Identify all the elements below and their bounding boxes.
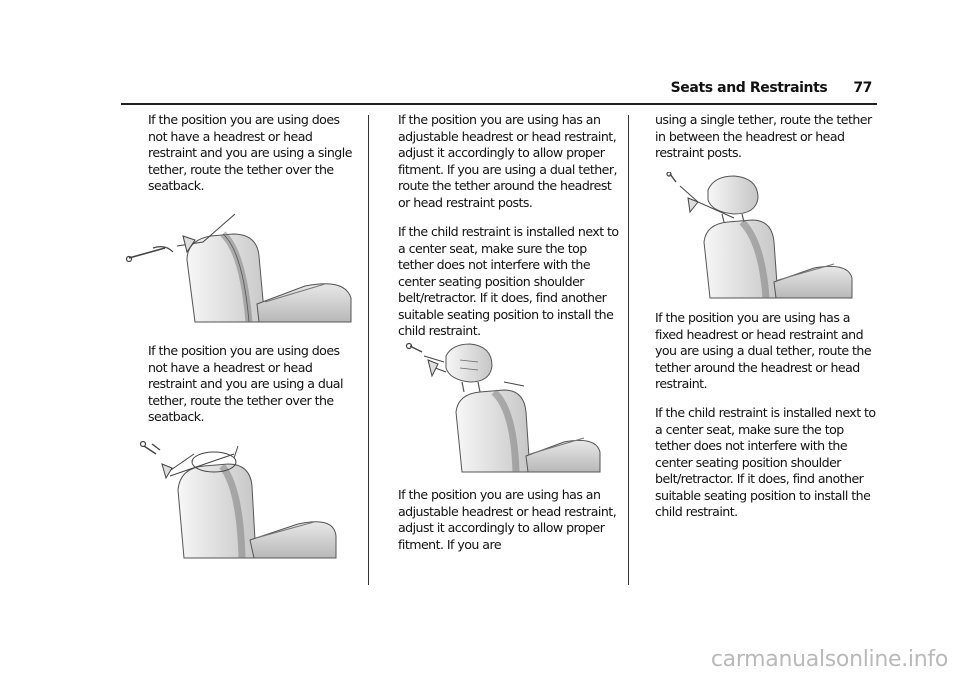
figure-dual-tether-over-seatback [138,432,338,560]
column-divider-right [628,115,629,585]
figure-dual-tether-adjustable-headrest [404,338,604,474]
seat-single-tether-no-headrest-icon [125,212,355,324]
paragraph: If the position you are using has an adjustable headrest or head restraint, adjust it accordingly to allow proper fitment. If you are [398,487,617,552]
section-title: Seats and Restraints [670,80,828,96]
paragraph: If the position you are using does not have a headrest or head restraint and you are using a single tether, route the tether over the seatback. [148,112,352,193]
watermark: carmanualsonline.info [710,647,948,672]
page-number: 77 [853,80,872,96]
header-rule [121,103,877,105]
seat-single-tether-between-posts-icon [658,172,858,300]
paragraph: If the position you are using has an adjustable headrest or head restraint, adjust it accordingly to allow proper fitment. If you are using a dual tether, route the tether around the headrest or head restraint posts. [398,112,617,210]
column-divider-left [368,115,369,585]
paragraph: If the position you are using has a fixed headrest or head restraint and you are using a dual tether, route the tether around the headrest or head restraint. [655,310,872,391]
paragraph: If the position you are using does not have a headrest or head restraint and you are using a dual tether, route the tether over the seatback. [148,343,343,424]
paragraph: If the child restraint is installed next to a center seat, make sure the top tether does not interfere with the center seating position shoulder belt/retractor. If it does, find another suitable seating position to install the child restraint. [655,405,876,519]
figure-single-tether-between-posts [658,172,858,300]
paragraph: using a single tether, route the tether in between the headrest or head restraint posts. [655,112,872,160]
seat-dual-tether-no-headrest-icon [138,432,338,560]
running-header [671,80,872,96]
paragraph: If the child restraint is installed next to a center seat, make sure the top tether does not interfere with the center seating position shoulder belt/retractor. If it does, find another suitable seating position to install the child restraint. [398,224,619,338]
seat-dual-tether-adjustable-headrest-icon [404,338,604,474]
figure-single-tether-over-seatback [125,212,355,324]
